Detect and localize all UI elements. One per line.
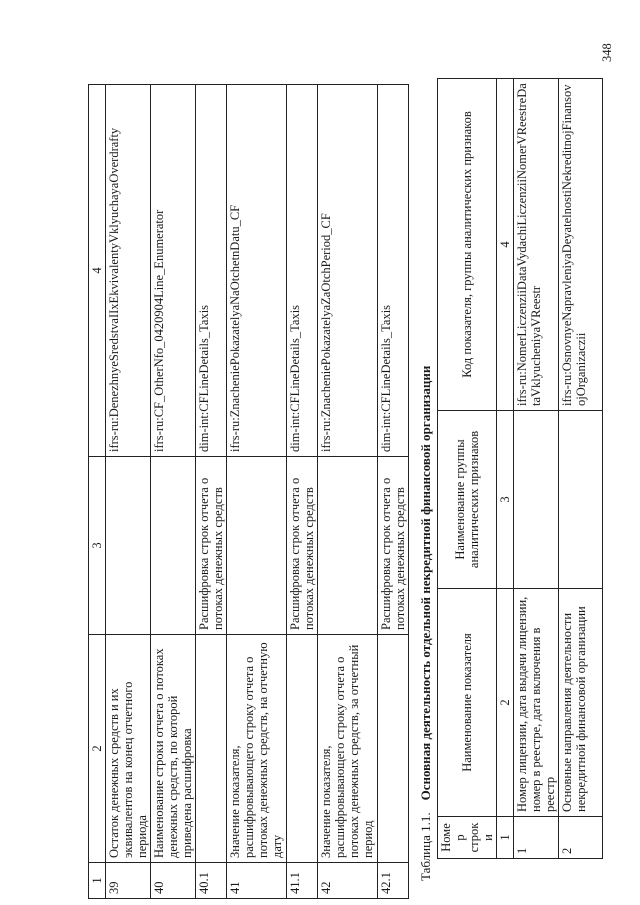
analytic-group-name bbox=[106, 457, 151, 635]
table-row bbox=[196, 85, 227, 899]
column-number: 4 bbox=[497, 79, 514, 411]
row-number: 40 bbox=[151, 863, 196, 899]
column-number: 1 bbox=[89, 863, 106, 899]
column-header: Номер строки bbox=[438, 817, 497, 859]
indicator-code: dim-int:CFLineDetails_Taxis bbox=[378, 85, 409, 457]
table-row bbox=[514, 79, 559, 859]
indicator-code: ifrs-ru:DenezhnyeSredstvaIIxEkvivalentyVklyuchayaOverdrafty bbox=[106, 85, 151, 457]
indicator-name: Основные направления деятельности некредитной финансовой организации bbox=[559, 589, 603, 817]
indicator-code: dim-int:CFLineDetails_Taxis bbox=[196, 85, 227, 457]
table-row bbox=[227, 85, 287, 899]
table-row bbox=[559, 79, 603, 859]
analytic-group-name bbox=[559, 411, 603, 589]
indicator-code: dim-int:CFLineDetails_Taxis bbox=[287, 85, 318, 457]
main-activity-table bbox=[437, 78, 603, 859]
row-number: 42.1 bbox=[378, 863, 409, 899]
table-row bbox=[287, 85, 318, 899]
indicator-name bbox=[287, 635, 318, 863]
column-number: 1 bbox=[497, 817, 514, 859]
row-number: 42 bbox=[318, 863, 378, 899]
analytic-group-name bbox=[151, 457, 196, 635]
table-caption bbox=[418, 366, 433, 881]
row-number: 40.1 bbox=[196, 863, 227, 899]
table-row bbox=[151, 85, 196, 899]
row-number: 39 bbox=[106, 863, 151, 899]
column-number: 4 bbox=[89, 85, 106, 457]
column-header: Наименование группы аналитических признаков bbox=[438, 411, 497, 589]
analytic-group-name: Расшифровка строк отчета о потоках денежных средств bbox=[287, 457, 318, 635]
column-number: 3 bbox=[497, 411, 514, 589]
indicator-name bbox=[196, 635, 227, 863]
indicator-name bbox=[378, 635, 409, 863]
analytic-group-name: Расшифровка строк отчета о потоках денежных средств bbox=[378, 457, 409, 635]
column-number: 2 bbox=[497, 589, 514, 817]
analytic-group-name bbox=[514, 411, 559, 589]
indicator-name: Значение показателя, расшифровывающего строку отчета о потоках денежных средств, на отчетную дату bbox=[227, 635, 287, 863]
indicator-name: Наименование строки отчета о потоках денежных средств, по которой приведена расшифровка bbox=[151, 635, 196, 863]
column-number: 2 bbox=[89, 635, 106, 863]
table-header-row bbox=[89, 85, 106, 899]
row-number: 41 bbox=[227, 863, 287, 899]
indicator-code: ifrs-ru:NomerLiczenziiDataVydachiLiczenziiNomerVReestreDataVklyucheniyaVReestr bbox=[514, 79, 559, 411]
table-number-row bbox=[497, 79, 514, 859]
column-number: 3 bbox=[89, 457, 106, 635]
row-number: 1 bbox=[514, 817, 559, 859]
indicator-code: ifrs-ru:ZnacheniePokazatelyaNaOtchetnDatu_CF bbox=[227, 85, 287, 457]
analytic-group-name bbox=[227, 457, 287, 635]
indicator-name: Номер лицензии, дата выдачи лицензии, номер в реестре, дата включения в реестр bbox=[514, 589, 559, 817]
indicator-code: ifrs-ru:OsnovnyeNapravleniyaDeyatelnostiNekreditnojFinansovojOrganizaczii bbox=[559, 79, 603, 411]
column-header: Код показателя, группы аналитических признаков bbox=[438, 79, 497, 411]
row-number: 2 bbox=[559, 817, 603, 859]
table-row bbox=[106, 85, 151, 899]
table-caption-label: Таблица 1.1. bbox=[418, 812, 433, 881]
table-header-row bbox=[438, 79, 497, 859]
indicator-code: ifrs-ru:CF_OtherNfo_0420904Line_Enumerator bbox=[151, 85, 196, 457]
page-number: 348 bbox=[600, 43, 614, 62]
table-row bbox=[318, 85, 378, 899]
cash-flow-table bbox=[88, 84, 409, 899]
indicator-code: ifrs-ru:ZnacheniePokazatelyaZaOtchPeriod_CF bbox=[318, 85, 378, 457]
analytic-group-name bbox=[318, 457, 378, 635]
table-row bbox=[378, 85, 409, 899]
row-number: 41.1 bbox=[287, 863, 318, 899]
indicator-name: Значение показателя, расшифровывающего строку отчета о потоках денежных средств, за отчетный период bbox=[318, 635, 378, 863]
analytic-group-name: Расшифровка строк отчета о потоках денежных средств bbox=[196, 457, 227, 635]
indicator-name: Остаток денежных средств и их эквивалентов на конец отчетного периода bbox=[106, 635, 151, 863]
column-header: Наименование показателя bbox=[438, 589, 497, 817]
table-caption-title: Основная деятельность отдельной некредитной финансовой организации bbox=[418, 365, 433, 801]
